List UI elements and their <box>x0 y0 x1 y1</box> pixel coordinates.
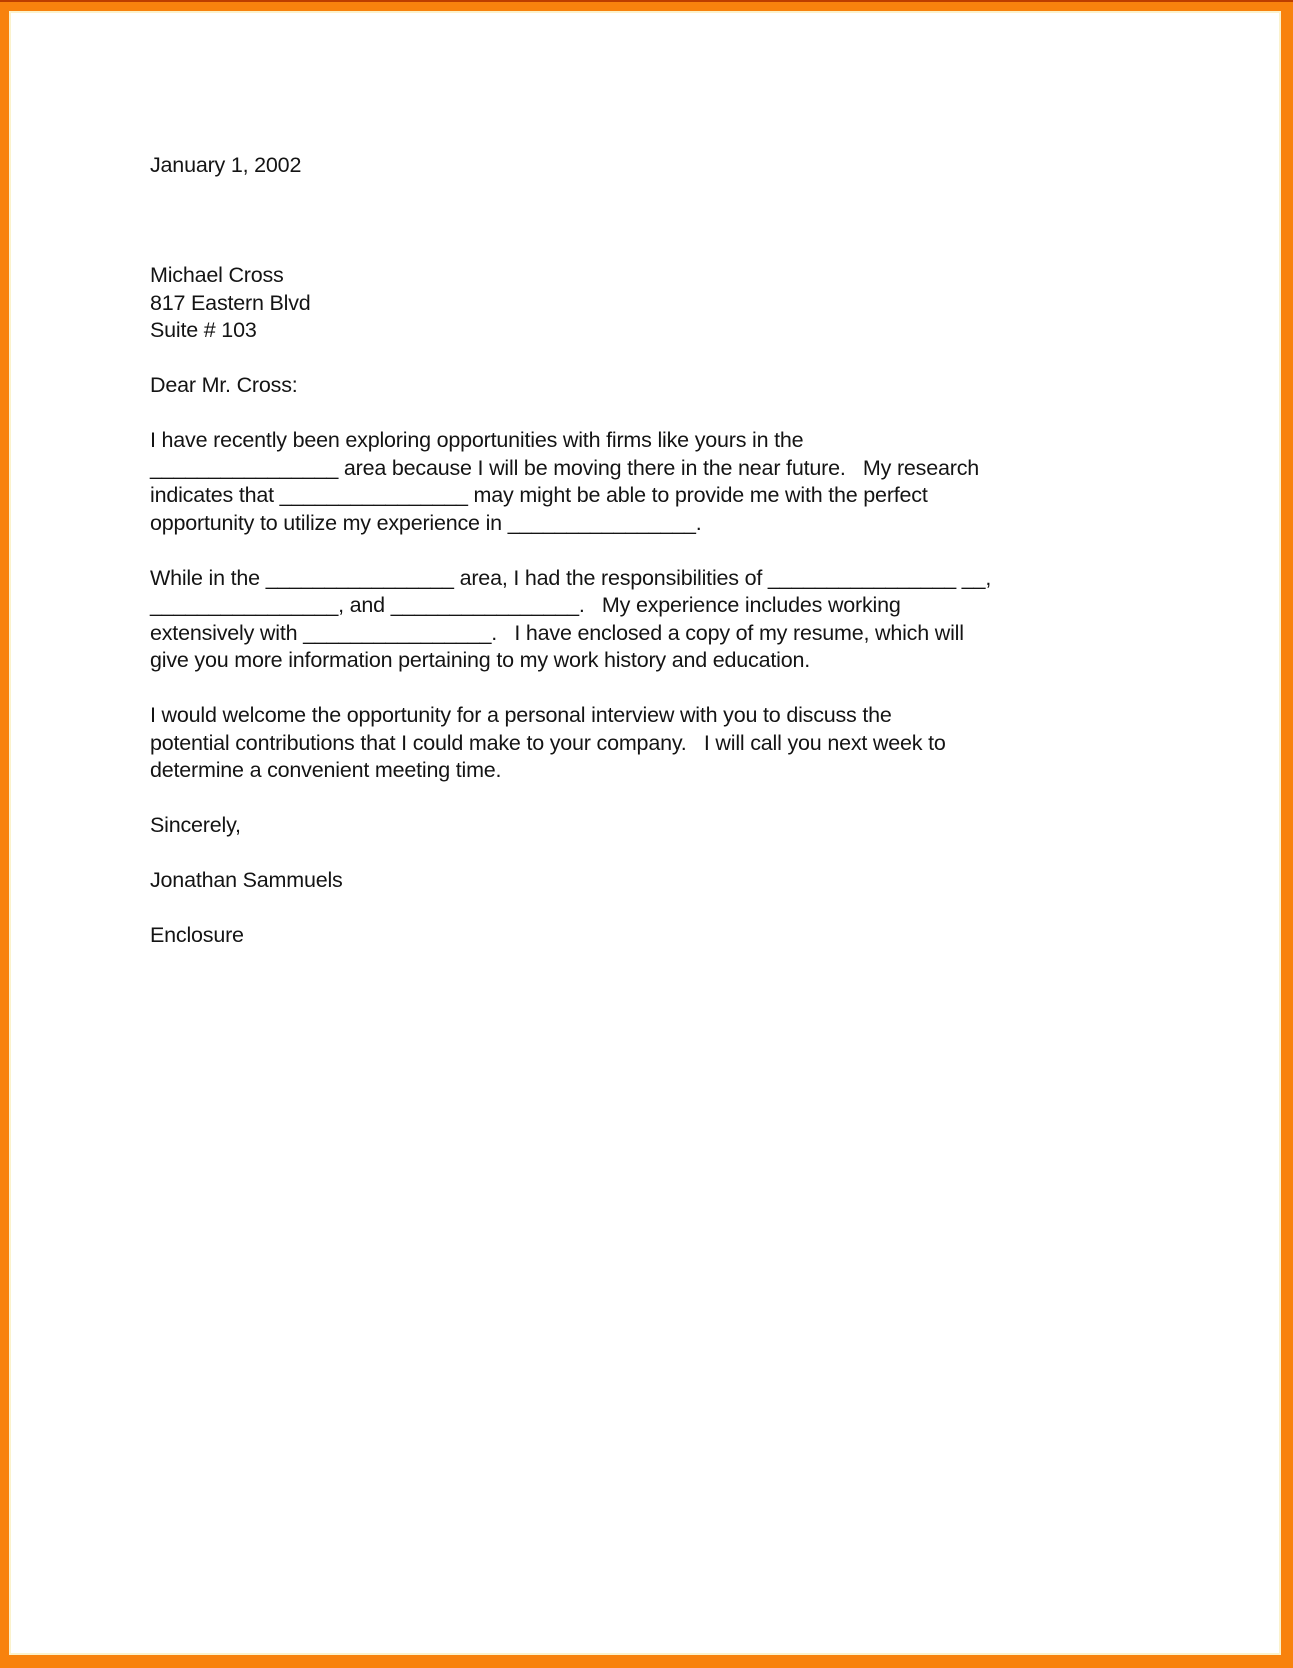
recipient-block <box>150 262 1193 345</box>
spacer <box>150 840 1193 868</box>
paragraph-line: give you more information pertaining to my work history and education. <box>150 648 811 672</box>
paragraph-line: extensively with ________________. I have enclosed a copy of my resume, which will <box>150 620 964 645</box>
recipient-address-line2: Suite # 103 <box>150 318 257 342</box>
paragraph-line: While in the ________________ area, I had the responsibilities of ________________ __, <box>150 565 992 590</box>
page-border-top-accent <box>0 0 1293 2</box>
spacer <box>150 675 1193 703</box>
spacer <box>150 537 1193 565</box>
paragraph-experience <box>150 565 1193 675</box>
spacer <box>150 345 1193 373</box>
paragraph-line: indicates that ________________ may might be able to provide me with the perfect <box>150 483 928 507</box>
date-line: January 1, 2002 <box>150 153 302 177</box>
spacer <box>150 400 1193 428</box>
signature-name: Jonathan Sammuels <box>150 868 343 892</box>
closing: Sincerely, <box>150 813 241 837</box>
salutation: Dear Mr. Cross: <box>150 373 298 397</box>
letter-document <box>9 11 1281 1655</box>
spacer <box>150 785 1193 813</box>
enclosure-label: Enclosure <box>150 923 244 947</box>
paragraph-line: ________________, and ________________. My experience includes working <box>150 593 901 617</box>
spacer <box>150 180 1193 263</box>
paragraph-interview <box>150 702 1193 785</box>
recipient-name: Michael Cross <box>150 263 284 287</box>
paragraph-line: I have recently been exploring opportunities with firms like yours in the <box>150 428 804 452</box>
paragraph-line: potential contributions that I could make to your company. I will call you next week to <box>150 730 946 755</box>
recipient-address-line1: 817 Eastern Blvd <box>150 290 311 315</box>
paragraph-line: determine a convenient meeting time. <box>150 758 502 782</box>
paragraph-line: ________________ area because I will be moving there in the near future. My research <box>150 455 980 480</box>
paragraph-line: I would welcome the opportunity for a personal interview with you to discuss the <box>150 703 892 727</box>
paragraph-line: opportunity to utilize my experience in ________________. <box>150 510 702 535</box>
spacer <box>150 895 1193 923</box>
paragraph-intro <box>150 427 1193 537</box>
